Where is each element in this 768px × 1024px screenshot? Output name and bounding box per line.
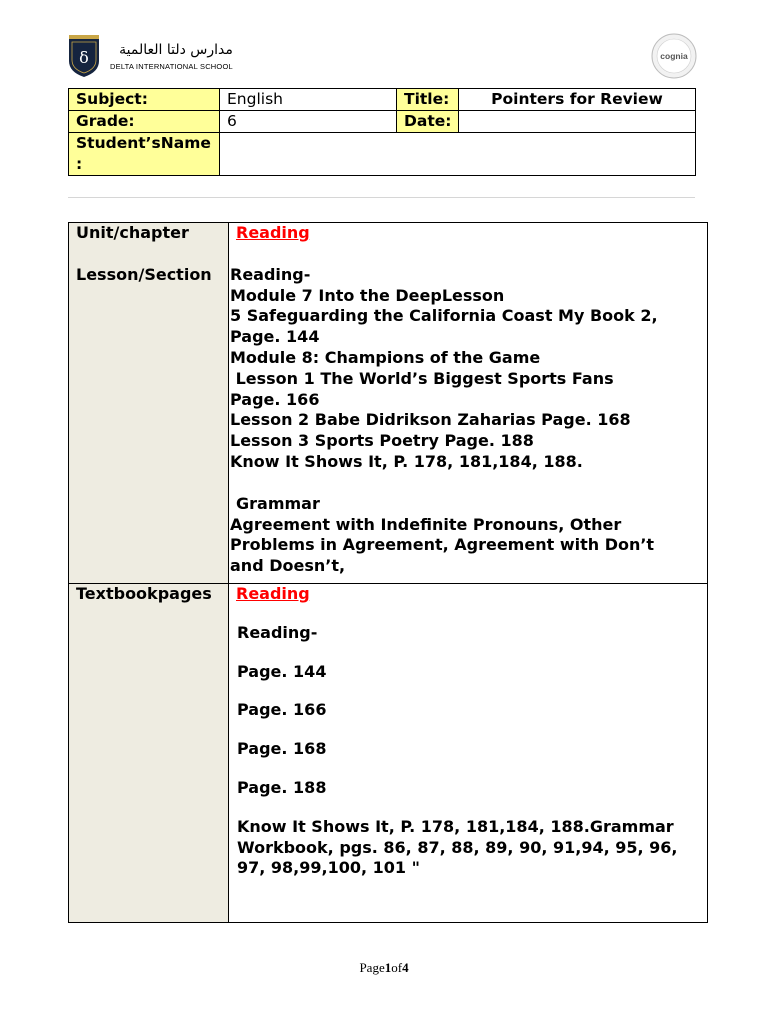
- lesson-line: Lesson 3 Sports Poetry Page. 188: [230, 431, 534, 451]
- school-name-english: DELTA INTERNATIONAL SCHOOL: [110, 62, 233, 71]
- lesson-line: Page. 166: [230, 389, 320, 409]
- lesson-line: Page. 144: [230, 327, 320, 347]
- table-row: [69, 133, 696, 176]
- unit-chapter-label: Unit/chapter: [76, 223, 189, 242]
- date-value: [459, 111, 696, 133]
- school-shield-icon: [68, 34, 100, 78]
- title-value: Pointers for Review: [459, 89, 696, 111]
- title-label: Title:: [397, 89, 459, 111]
- info-table: [68, 88, 696, 176]
- svg-text:δ: δ: [79, 48, 89, 67]
- lesson-line: Know It Shows It, P. 178, 181,184, 188.: [230, 451, 583, 471]
- separator-line: [68, 197, 695, 198]
- table-row: [69, 111, 696, 133]
- student-name-value: [220, 133, 696, 176]
- textbook-pages-label: Textbookpages: [76, 584, 212, 603]
- lesson-line: Reading-: [230, 264, 311, 284]
- textbook-item: Reading-: [237, 622, 318, 642]
- grade-value: 6: [220, 111, 397, 133]
- textbook-item: Page. 188: [237, 777, 327, 797]
- table-row: [69, 89, 696, 111]
- page-of: of: [391, 960, 403, 975]
- svg-text:cognia: cognia: [660, 51, 688, 61]
- grade-label: Grade:: [69, 111, 220, 133]
- table-row: [69, 584, 708, 923]
- subject-value: English: [220, 89, 397, 111]
- lesson-line: Lesson 1 The World’s Biggest Sports Fans: [230, 368, 614, 388]
- lesson-line: Module 8: Champions of the Game: [230, 347, 541, 367]
- table-row: [69, 223, 708, 584]
- page-total: 4: [402, 960, 409, 975]
- lesson-line: 5 Safeguarding the California Coast My Book 2,: [230, 306, 658, 326]
- textbook-item: Page. 168: [237, 739, 327, 759]
- textbook-line: Know It Shows It, P. 178, 181,184, 188.Grammar: [237, 816, 674, 836]
- grammar-line: Agreement with Indefinite Pronouns, Other: [230, 514, 622, 534]
- lesson-line: Lesson 2 Babe Didrikson Zaharias Page. 168: [230, 410, 631, 430]
- student-name-label: Student’sName :: [69, 133, 220, 176]
- grammar-heading: Grammar: [236, 493, 320, 513]
- lesson-line: Module 7 Into the DeepLesson: [230, 285, 505, 305]
- textbook-line: Workbook, pgs. 86, 87, 88, 89, 90, 91,94, 95, 96,: [237, 837, 678, 857]
- unit-reading-link[interactable]: Reading: [236, 223, 310, 242]
- grammar-line: Problems in Agreement, Agreement with Don’t: [230, 535, 655, 555]
- school-name-arabic: مدارس دلتا العالمية: [119, 42, 233, 58]
- date-label: Date:: [397, 111, 459, 133]
- textbook-item: Page. 144: [237, 661, 327, 681]
- page-current: 1: [384, 960, 392, 975]
- textbook-reading-link[interactable]: Reading: [236, 584, 310, 603]
- school-logo: [68, 34, 233, 78]
- subject-label: Subject:: [69, 89, 220, 111]
- textbook-item: Page. 166: [237, 700, 327, 720]
- lesson-list: [230, 265, 707, 473]
- page-prefix: Page: [359, 960, 385, 975]
- page-number: [0, 960, 768, 976]
- lesson-section-label: Lesson/Section: [76, 264, 212, 284]
- textbook-line: 97, 98,99,100, 101 ": [237, 858, 420, 878]
- review-table: [68, 222, 708, 923]
- grammar-line: and Doesn’t,: [230, 556, 346, 576]
- cognia-accreditation-logo: [651, 33, 697, 79]
